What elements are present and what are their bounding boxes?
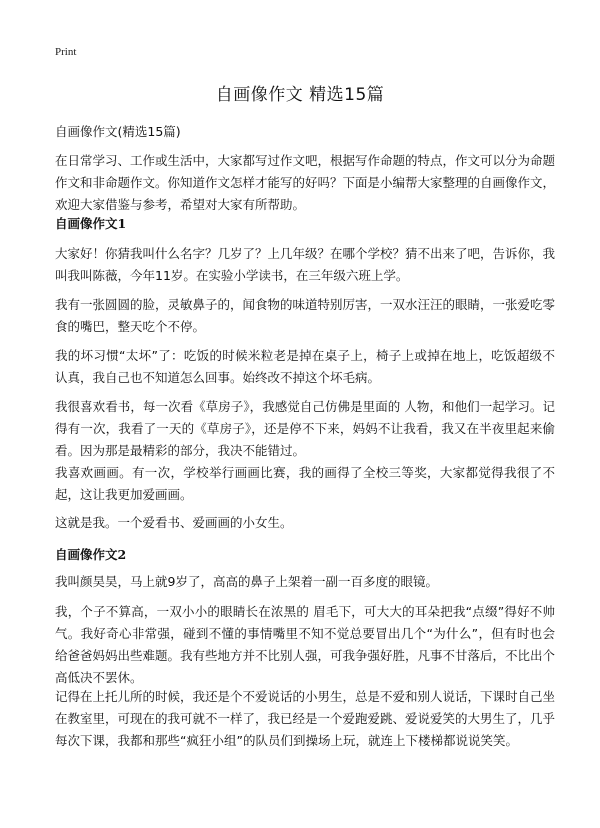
- paragraph: 我很喜欢看书，每一次看《草房子》，我感觉自己仿佛是里面的 人物，和他们一起学习。记得有一次，我看了一天的《草房子》，还是停不下来，妈妈不让我看，我又在半夜里起来偷看。因为那是最精彩的部分，我决不能错过。: [55, 399, 555, 458]
- paragraph: 这就是我。一个爱看书、爱画画的小女生。: [55, 515, 293, 530]
- paragraph: 我喜欢画画。有一次，学校举行画画比赛，我的画得了全校三等奖，大家都觉得我很了不起，这让我更加爱画画。: [55, 465, 555, 502]
- section-heading-2: 自画像作文2: [55, 547, 127, 562]
- section-heading-1: 自画像作文1: [55, 216, 127, 231]
- page-subtitle: 自画像作文(精选15篇): [55, 124, 181, 139]
- paragraph: 我有一张圆圆的脸，灵敏鼻子的，闻食物的味道特别厉害，一双水汪汪的眼睛，一张爱吃零食的嘴巴，整天吃个不停。: [55, 297, 556, 334]
- paragraph: 我，个子不算高，一双小小的眼睛长在浓黑的 眉毛下，可大大的耳朵把我“点缀”得好不帅气。我好奇心非常强，碰到不懂的事情嘴里不知不觉总要冒出几个“为什么”，但有时也会给爸爸妈妈出些难题。我有些地方并不比别人强，可我争强好胜，凡事不甘落后，不比出个高低决不罢休。: [55, 604, 556, 685]
- paragraph: 记得在上托儿所的时候，我还是个不爱说话的小男生，总是不爱和别人说话，下课时自己坐在教室里，可现在的我可就不一样了，我已经是一个爱跑爱跳、爱说爱笑的大男生了，几乎每次下课，我都和那些“疯狂小组”的队员们到操场上玩，就连上下楼梯都说说笑笑。: [55, 689, 556, 748]
- page-title: 自画像作文 精选15篇: [215, 85, 385, 105]
- intro-paragraph: 在日常学习、工作或生活中，大家都写过作文吧，根据写作命题的特点，作文可以分为命题作文和非命题作文。你知道作文怎样才能写的好吗？下面是小编帮大家整理的自画像作文，欢迎大家借鉴与参考，希望对大家有所帮助。: [55, 153, 556, 212]
- paragraph: 大家好！你猜我叫什么名字？几岁了？上几年级？在哪个学校？猜不出来了吧，告诉你，我叫我叫陈薇，今年11岁。在实验小学读书，在三年级六班上学。: [55, 246, 556, 283]
- paragraph: 我叫颜昊昊，马上就9岁了，高高的鼻子上架着一副一百多度的眼镜。: [55, 574, 438, 589]
- print-label: Print: [55, 46, 77, 58]
- paragraph: 我的坏习惯“太坏”了：吃饭的时候米粒老是掉在桌子上，椅子上或掉在地上，吃饭超级不认真，我自己也不知道怎么回事。始终改不掉这个坏毛病。: [55, 348, 555, 385]
